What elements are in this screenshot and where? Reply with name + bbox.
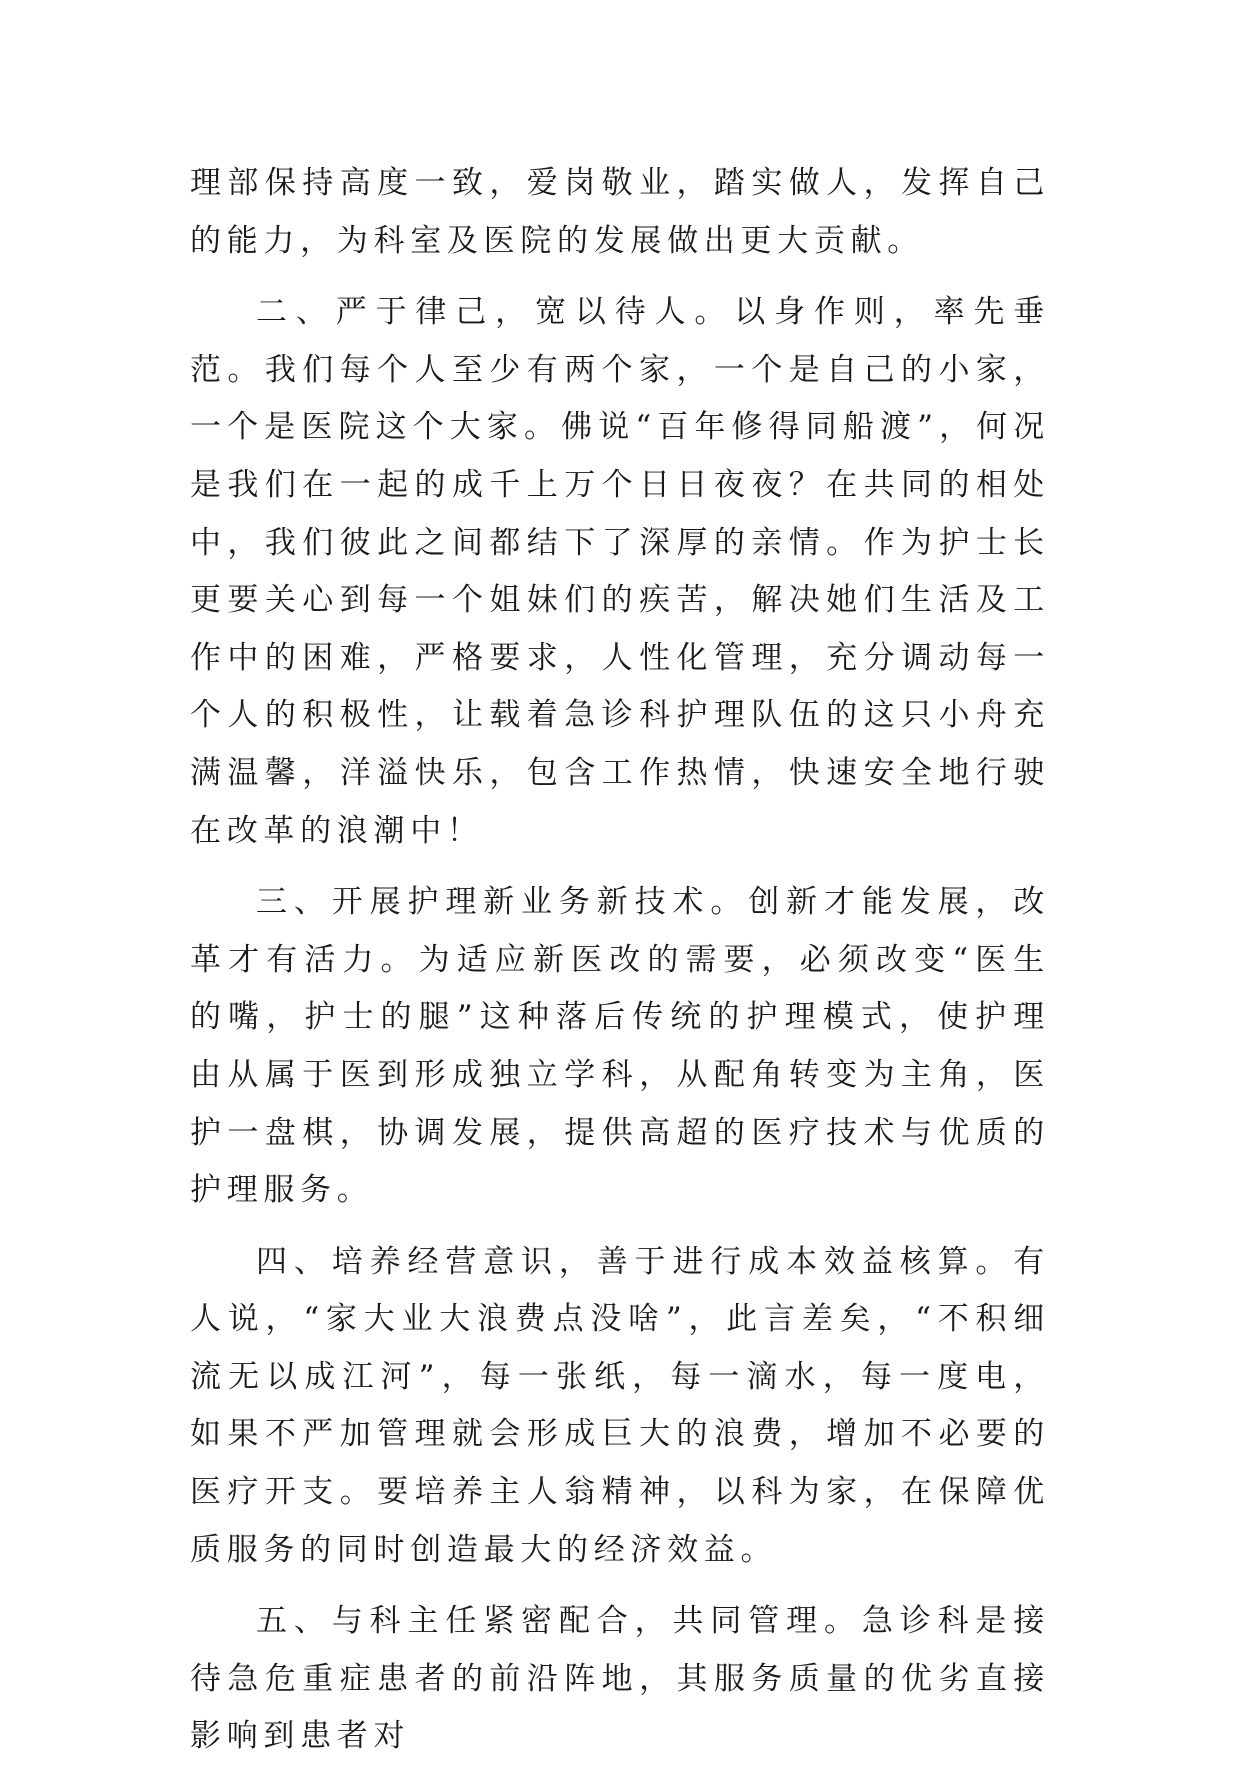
paragraph-section-four: 四、培养经营意识，善于进行成本效益核算。有人说，“家大业大浪费点没啥”，此言差矣，“不积细流无以成江河”，每一张纸，每一滴水，每一度电，如果不严加管理就会形成巨大的浪费，增加不必要的医疗开支。要培养主人翁精神，以科为家，在保障优质服务的同时创造最大的经济效益。 [190, 1243, 1050, 1568]
paragraph-section-three: 三、开展护理新业务新技术。创新才能发展，改革才有活力。为适应新医改的需要，必须改变“医生的嘴，护士的腿”这种落后传统的护理模式，使护理由从属于医到形成独立学科，从配角转变为主角，医护一盘棋，协调发展，提供高超的医疗技术与优质的护理服务。 [190, 884, 1050, 1209]
paragraph-section-two: 二、严于律己，宽以待人。以身作则，率先垂范。我们每个人至少有两个家，一个是自己的小家，一个是医院这个大家。佛说“百年修得同船渡”，何况是我们在一起的成千上万个日日夜夜？在共同的相处中，我们彼此之间都结下了深厚的亲情。作为护士长更要关心到每一个姐妹们的疾苦，解决她们生活及工作中的困难，严格要求，人性化管理，充分调动每一个人的积极性，让载着急诊科护理队伍的这只小舟充满温馨，洋溢快乐，包含工作热情，快速安全地行驶在改革的浪潮中！ [190, 294, 1050, 849]
document-body [190, 155, 1050, 1766]
paragraph-continuation: 理部保持高度一致，爱岗敬业，踏实做人，发挥自己的能力，为科室及医院的发展做出更大贡献。 [190, 165, 1050, 259]
paragraph-section-five: 五、与科主任紧密配合，共同管理。急诊科是接待急危重症患者的前沿阵地，其服务质量的优劣直接影响到患者对 [190, 1603, 1050, 1755]
